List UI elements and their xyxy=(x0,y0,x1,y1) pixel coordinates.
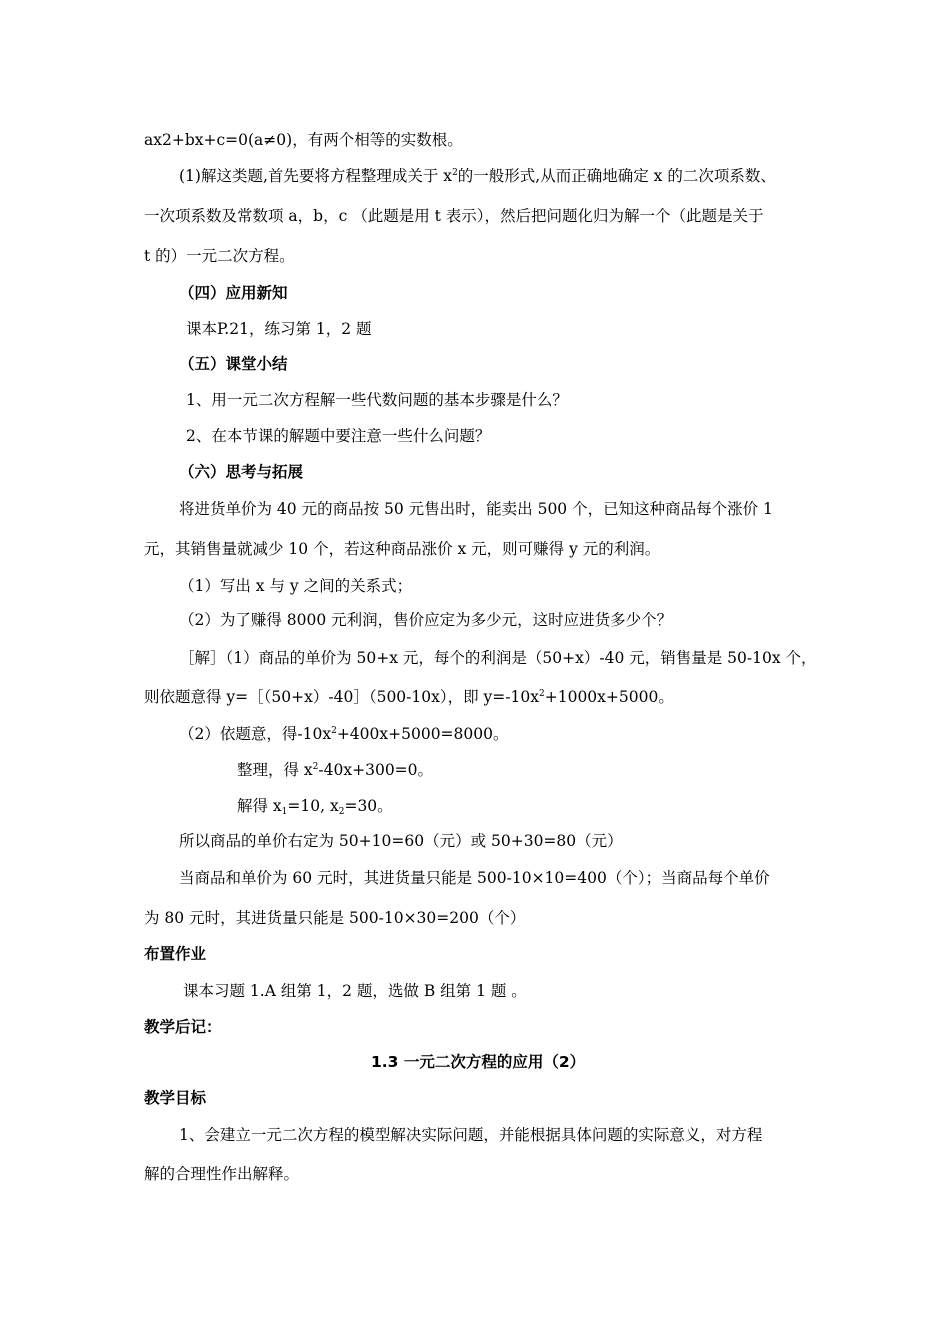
text-line: ax2+bx+c=0(a≠0)，有两个相等的实数根。 xyxy=(144,131,463,149)
text-line: （1）写出 x 与 y 之间的关系式； xyxy=(179,577,413,595)
section-heading: 教学后记： xyxy=(144,1018,222,1036)
text-span: =10, x xyxy=(287,797,339,815)
text-line xyxy=(237,760,433,780)
text-line xyxy=(144,687,674,707)
text-line: 1、用一元二次方程解一些代数问题的基本步骤是什么？ xyxy=(186,391,568,409)
section-heading: （四）应用新知 xyxy=(179,284,288,302)
text-line: 1、会建立一元二次方程的模型解决实际问题，并能根据具体问题的实际意义，对方程 xyxy=(179,1126,763,1144)
text-line: 一次项系数及常数项 a，b，c （此题是用 t 表示），然后把问题化归为解一个（此题是关于 xyxy=(144,207,764,225)
text-line: 解的合理性作出解释。 xyxy=(144,1165,300,1183)
text-span: (1)解这类题,首先要将方程整理成关于 x xyxy=(179,167,453,185)
text-line: 2、在本节课的解题中要注意一些什么问题？ xyxy=(186,427,491,445)
text-line: 所以商品的单价右定为 50+10=60（元）或 50+30=80（元） xyxy=(179,832,623,850)
superscript: 2 xyxy=(539,689,545,699)
text-line xyxy=(179,724,509,744)
subscript: 1 xyxy=(281,807,288,817)
text-span: 解得 x xyxy=(237,797,282,815)
text-span: -40x+300=0。 xyxy=(318,761,434,779)
subscript: 2 xyxy=(338,807,345,817)
text-span: +1000x+5000。 xyxy=(544,688,674,706)
section-heading: （五）课堂小结 xyxy=(179,355,288,373)
text-span: =30。 xyxy=(344,797,393,815)
section-heading: 教学目标 xyxy=(144,1089,207,1107)
text-line: 当商品和单价为 60 元时，其进货量只能是 500-10×10=400（个）；当商品每个单价 xyxy=(179,869,770,887)
text-line: 课本P.21，练习第 1，2 题 xyxy=(186,320,372,338)
superscript: 2 xyxy=(331,726,337,736)
text-line: 课本习题 1.A 组第 1，2 题，选做 B 组第 1 题 。 xyxy=(183,982,527,1000)
text-span: 的一般形式,从而正确地确定 x 的二次项系数、 xyxy=(457,167,776,185)
text-line: t 的）一元二次方程。 xyxy=(144,247,295,265)
text-line xyxy=(179,166,776,186)
section-heading: 布置作业 xyxy=(144,945,207,963)
text-span: （2）依题意，得-10x xyxy=(179,725,332,743)
superscript: 2 xyxy=(452,168,458,178)
lesson-title: 1.3 一元二次方程的应用（2） xyxy=(371,1053,586,1071)
text-line: 为 80 元时，其进货量只能是 500-10×30=200（个） xyxy=(144,909,526,927)
text-span: 整理，得 x xyxy=(237,761,313,779)
text-line: 将进货单价为 40 元的商品按 50 元售出时，能卖出 500 个，已知这种商品每个涨价 1 xyxy=(179,500,773,518)
text-span: 则依题意得 y=［（50+x）-40］（500-10x），即 y=-10x xyxy=(144,688,539,706)
text-line xyxy=(237,796,393,816)
text-line: ［解］（1）商品的单价为 50+x 元，每个的利润是（50+x）-40 元，销售量是 50-10x 个， xyxy=(179,649,817,667)
superscript: 2 xyxy=(312,762,319,772)
text-line: 元，其销售量就减少 10 个，若这种商品涨价 x 元，则可赚得 y 元的利润。 xyxy=(144,540,661,558)
section-heading: （六）思考与拓展 xyxy=(179,463,304,481)
text-line: （2）为了赚得 8000 元利润，售价应定为多少元，这时应进货多少个？ xyxy=(179,611,673,629)
text-span: +400x+5000=8000。 xyxy=(336,725,509,743)
